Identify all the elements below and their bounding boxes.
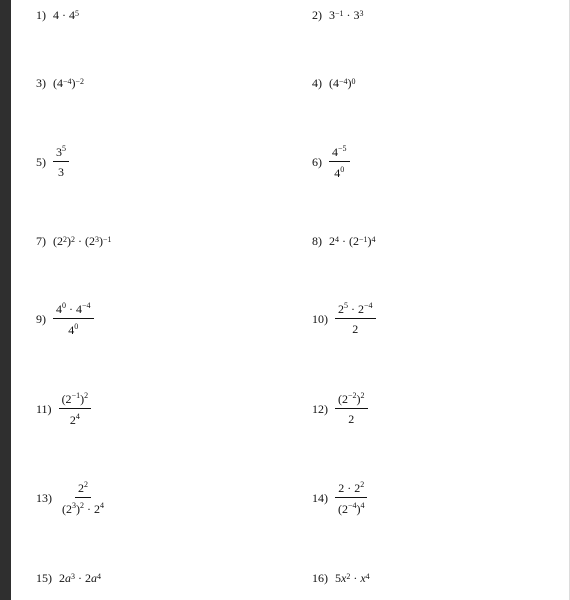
problem-expression: $\frac{(2^{-2})^2}{2}$ xyxy=(335,392,368,425)
problem-5 xyxy=(36,145,69,178)
viewer-left-edge xyxy=(0,0,11,600)
problem-number: 15) xyxy=(36,571,52,585)
problem-expression: (2 $^2$ ) $^2$ · (2 $^3$ ) $^{-1}$ xyxy=(53,234,112,248)
problem-number: 10) xyxy=(312,311,328,326)
problem-expression: 3 $^{-1}$ · 3 $^3$ xyxy=(329,8,364,22)
problem-expression: $\frac{4^0 \cdot 4^{-4}}{4^0}$ xyxy=(53,302,94,336)
problem-14 xyxy=(312,481,368,515)
problem-expression: (4 $^{-4}$ ) $^{-2}$ xyxy=(53,76,85,90)
problem-1 xyxy=(36,9,79,21)
problem-number: 2) xyxy=(312,8,322,22)
problem-2 xyxy=(312,9,364,21)
problem-number: 9) xyxy=(36,312,46,326)
problem-expression: 4 · 4 $^5$ xyxy=(53,8,79,22)
problem-number: 3) xyxy=(36,76,46,90)
problem-number: 6) xyxy=(312,155,322,169)
problem-number: 7) xyxy=(36,234,46,248)
problem-expression: 5 x $^2$ · x $^4$ xyxy=(335,571,370,585)
problem-3 xyxy=(36,77,84,89)
problem-number: 4) xyxy=(312,76,322,90)
problem-number: 14) xyxy=(312,491,328,505)
problem-7 xyxy=(36,235,112,247)
problem-9 xyxy=(36,302,94,336)
problem-expression: $\frac{4^{-5}}{4^0}$ xyxy=(329,145,350,179)
problem-number: 12) xyxy=(312,401,328,416)
problem-6 xyxy=(312,145,350,179)
problem-number: 13) xyxy=(36,491,52,505)
problem-number: 1) xyxy=(36,8,46,22)
problem-expression: (4 $^{-4}$ ) $^0$ xyxy=(329,76,356,90)
problem-13 xyxy=(36,481,107,515)
problem-expression: $\frac{2 \cdot 2^2}{(2^{-4})^4}$ xyxy=(335,481,368,515)
problem-number: 5) xyxy=(36,154,46,169)
problem-11 xyxy=(36,392,91,426)
problem-expression: 2 a $^3$ · 2 a $^4$ xyxy=(59,571,101,585)
problem-number: 16) xyxy=(312,571,328,585)
problem-number: 8) xyxy=(312,234,322,248)
problem-expression: $\frac{2^5 \cdot 2^{-4}}{2}$ xyxy=(335,302,376,335)
problem-expression: 2 $^4$ · (2 $^{-1}$ ) $^4$ xyxy=(329,234,376,248)
problem-15 xyxy=(36,572,101,584)
problem-expression: $\frac{(2^{-1})^2}{2^4}$ xyxy=(59,392,92,426)
problem-expression: $\frac{2^2}{(2^3)^2 \cdot 2^4}$ xyxy=(62,480,104,516)
problem-expression: $\frac{3^5}{3}$ xyxy=(53,145,69,178)
problem-10 xyxy=(312,302,376,335)
problem-8 xyxy=(312,235,376,247)
problem-12 xyxy=(312,392,368,425)
problem-number: 11) xyxy=(36,402,52,416)
problem-4 xyxy=(312,77,356,89)
problem-16 xyxy=(312,572,370,584)
